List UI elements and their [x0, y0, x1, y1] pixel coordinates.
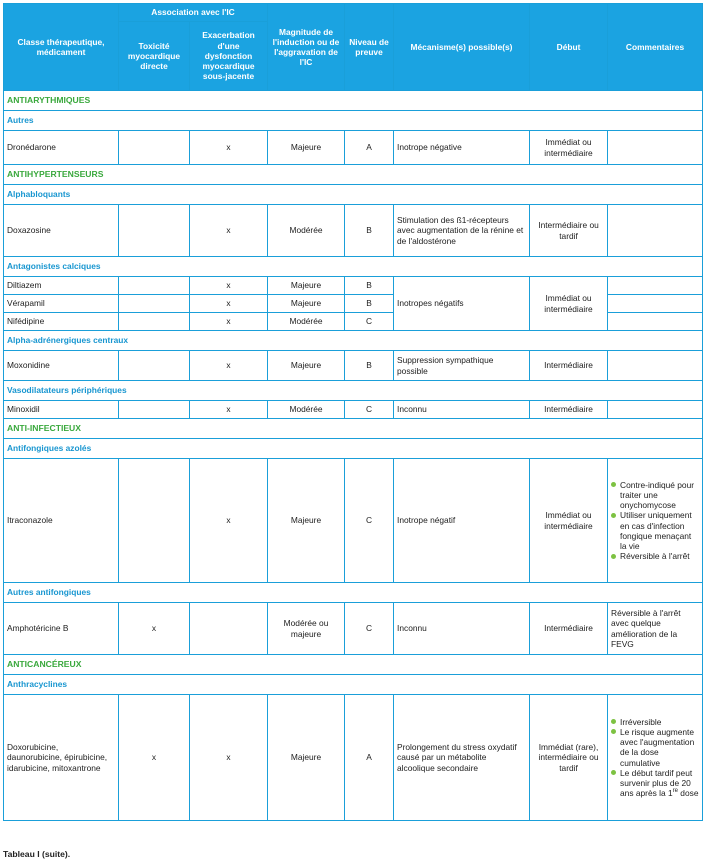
debut-cell: Immédiat (rare), intermédiaire ou tardif [530, 695, 608, 821]
niveau-cell: A [345, 131, 394, 165]
drug-name: Vérapamil [4, 295, 119, 313]
drug-name: Amphotéricine B [4, 603, 119, 655]
comment-cell [608, 295, 703, 313]
niveau-cell: B [345, 295, 394, 313]
subsection-row [4, 331, 703, 351]
subsection-row [4, 257, 703, 277]
comment-item: Utiliser uniquement en cas d'infection fongique menaçant la vie [611, 510, 699, 551]
mecanisme-cell: Inconnu [394, 603, 530, 655]
drug-name: Doxorubicine, daunorubicine, épirubicine, idarubicine, mitoxantrone [4, 695, 119, 821]
header-niveau: Niveau de preuve [345, 4, 394, 91]
header-class: Classe thérapeutique, médicament [4, 4, 119, 91]
comment-cell [608, 351, 703, 381]
tox-cell: x [119, 695, 190, 821]
superscript: re [672, 788, 678, 795]
mecanisme-cell: Inotrope négative [394, 131, 530, 165]
magnitude-cell: Modérée [268, 313, 345, 331]
mecanisme-cell: Inotrope négatif [394, 459, 530, 583]
tox-cell: x [119, 603, 190, 655]
comment-text: Le début tardif peut survenir plus de 20 ans après la 1 [620, 767, 693, 799]
drug-name: Dronédarone [4, 131, 119, 165]
comment-cell [608, 277, 703, 295]
section-row [4, 165, 703, 185]
niveau-cell: C [345, 459, 394, 583]
drug-name: Nifédipine [4, 313, 119, 331]
mecanisme-cell: Suppression sympathique possible [394, 351, 530, 381]
debut-cell: Intermédiaire ou tardif [530, 205, 608, 257]
table-row [4, 603, 703, 655]
section-anti-infectieux: ANTI-INFECTIEUX [4, 419, 703, 439]
magnitude-cell: Majeure [268, 695, 345, 821]
comment-item: Irréversible [611, 717, 699, 727]
magnitude-cell: Majeure [268, 277, 345, 295]
section-row [4, 419, 703, 439]
header-toxicite: Toxicité myocardique directe [119, 22, 190, 91]
tox-cell [119, 313, 190, 331]
subsection-autres-antifongiques: Autres antifongiques [4, 583, 703, 603]
comment-cell [608, 205, 703, 257]
tox-cell [119, 205, 190, 257]
drug-name: Doxazosine [4, 205, 119, 257]
exac-cell: x [190, 131, 268, 165]
subsection-alphabloquants: Alphabloquants [4, 185, 703, 205]
magnitude-cell: Modérée [268, 401, 345, 419]
exac-cell: x [190, 277, 268, 295]
exac-cell [190, 603, 268, 655]
exac-cell: x [190, 205, 268, 257]
subsection-row [4, 439, 703, 459]
header-exacerbation: Exacerbation d'une dysfonction myocardique sous-jacente [190, 22, 268, 91]
header-magnitude: Magnitude de l'induction ou de l'aggravation de l'IC [268, 4, 345, 91]
magnitude-cell: Modérée ou majeure [268, 603, 345, 655]
comment-cell [608, 459, 703, 583]
subsection-row [4, 583, 703, 603]
niveau-cell: C [345, 603, 394, 655]
header-row-1 [4, 4, 703, 22]
section-row [4, 655, 703, 675]
table-row [4, 401, 703, 419]
table-row [4, 131, 703, 165]
drug-name: Minoxidil [4, 401, 119, 419]
drug-name: Diltiazem [4, 277, 119, 295]
header-commentaires: Commentaires [608, 4, 703, 91]
magnitude-cell: Majeure [268, 295, 345, 313]
tox-cell [119, 131, 190, 165]
comment-list [611, 717, 699, 799]
comment-list [611, 480, 699, 562]
magnitude-cell: Modérée [268, 205, 345, 257]
subsection-calciques: Antagonistes calciques [4, 257, 703, 277]
tox-cell [119, 295, 190, 313]
header-assoc: Association avec l'IC [119, 4, 268, 22]
subsection-antifongiques-azoles: Antifongiques azolés [4, 439, 703, 459]
table-row [4, 459, 703, 583]
exac-cell: x [190, 695, 268, 821]
table-row [4, 205, 703, 257]
debut-cell: Intermédiaire [530, 351, 608, 381]
magnitude-cell: Majeure [268, 351, 345, 381]
tox-cell [119, 351, 190, 381]
table-row [4, 277, 703, 295]
section-antihypertenseurs: ANTIHYPERTENSEURS [4, 165, 703, 185]
debut-cell: Immédiat ou intermédiaire [530, 131, 608, 165]
comment-cell [608, 401, 703, 419]
mecanisme-cell: Prolongement du stress oxydatif causé par un métabolite alcoolique secondaire [394, 695, 530, 821]
subsection-row [4, 185, 703, 205]
comment-cell: Réversible à l'arrêt avec quelque amélioration de la FEVG [608, 603, 703, 655]
subsection-anthracyclines: Anthracyclines [4, 675, 703, 695]
debut-cell: Intermédiaire [530, 401, 608, 419]
magnitude-cell: Majeure [268, 459, 345, 583]
subsection-vasodilatateurs: Vasodilatateurs périphériques [4, 381, 703, 401]
debut-cell: Immédiat ou intermédiaire [530, 459, 608, 583]
niveau-cell: B [345, 205, 394, 257]
drug-name: Moxonidine [4, 351, 119, 381]
comment-item: Contre-indiqué pour traiter une onychomycose [611, 480, 699, 511]
section-antiarythmiques: ANTIARYTHMIQUES [4, 91, 703, 111]
subsection-row [4, 675, 703, 695]
header-debut: Début [530, 4, 608, 91]
exac-cell: x [190, 401, 268, 419]
table-caption: Tableau I (suite). [3, 849, 71, 859]
magnitude-cell: Majeure [268, 131, 345, 165]
drug-table [3, 3, 703, 821]
tox-cell [119, 277, 190, 295]
niveau-cell: B [345, 351, 394, 381]
section-row [4, 91, 703, 111]
comment-item: Le risque augmente avec l'augmentation de la dose cumulative [611, 727, 699, 768]
debut-cell: Immédiat ou intermédiaire [530, 277, 608, 331]
comment-item: Réversible à l'arrêt [611, 551, 699, 561]
subsection-alpha-centraux: Alpha-adrénergiques centraux [4, 331, 703, 351]
niveau-cell: C [345, 313, 394, 331]
exac-cell: x [190, 313, 268, 331]
comment-cell [608, 695, 703, 821]
mecanisme-cell: Inconnu [394, 401, 530, 419]
niveau-cell: B [345, 277, 394, 295]
comment-cell [608, 131, 703, 165]
niveau-cell: C [345, 401, 394, 419]
table-row [4, 695, 703, 821]
comment-cell [608, 313, 703, 331]
niveau-cell: A [345, 695, 394, 821]
debut-cell: Intermédiaire [530, 603, 608, 655]
comment-text: dose [677, 788, 699, 799]
exac-cell: x [190, 351, 268, 381]
header-mecanisme: Mécanisme(s) possible(s) [394, 4, 530, 91]
subsection-row [4, 111, 703, 131]
exac-cell: x [190, 459, 268, 583]
tox-cell [119, 459, 190, 583]
subsection-autres: Autres [4, 111, 703, 131]
table-row [4, 351, 703, 381]
comment-item [611, 768, 699, 799]
drug-name: Itraconazole [4, 459, 119, 583]
subsection-row [4, 381, 703, 401]
exac-cell: x [190, 295, 268, 313]
mecanisme-cell: Stimulation des ß1-récepteurs avec augmentation de la rénine et de l'aldostérone [394, 205, 530, 257]
mecanisme-cell: Inotropes négatifs [394, 277, 530, 331]
section-anticancereux: ANTICANCÉREUX [4, 655, 703, 675]
tox-cell [119, 401, 190, 419]
